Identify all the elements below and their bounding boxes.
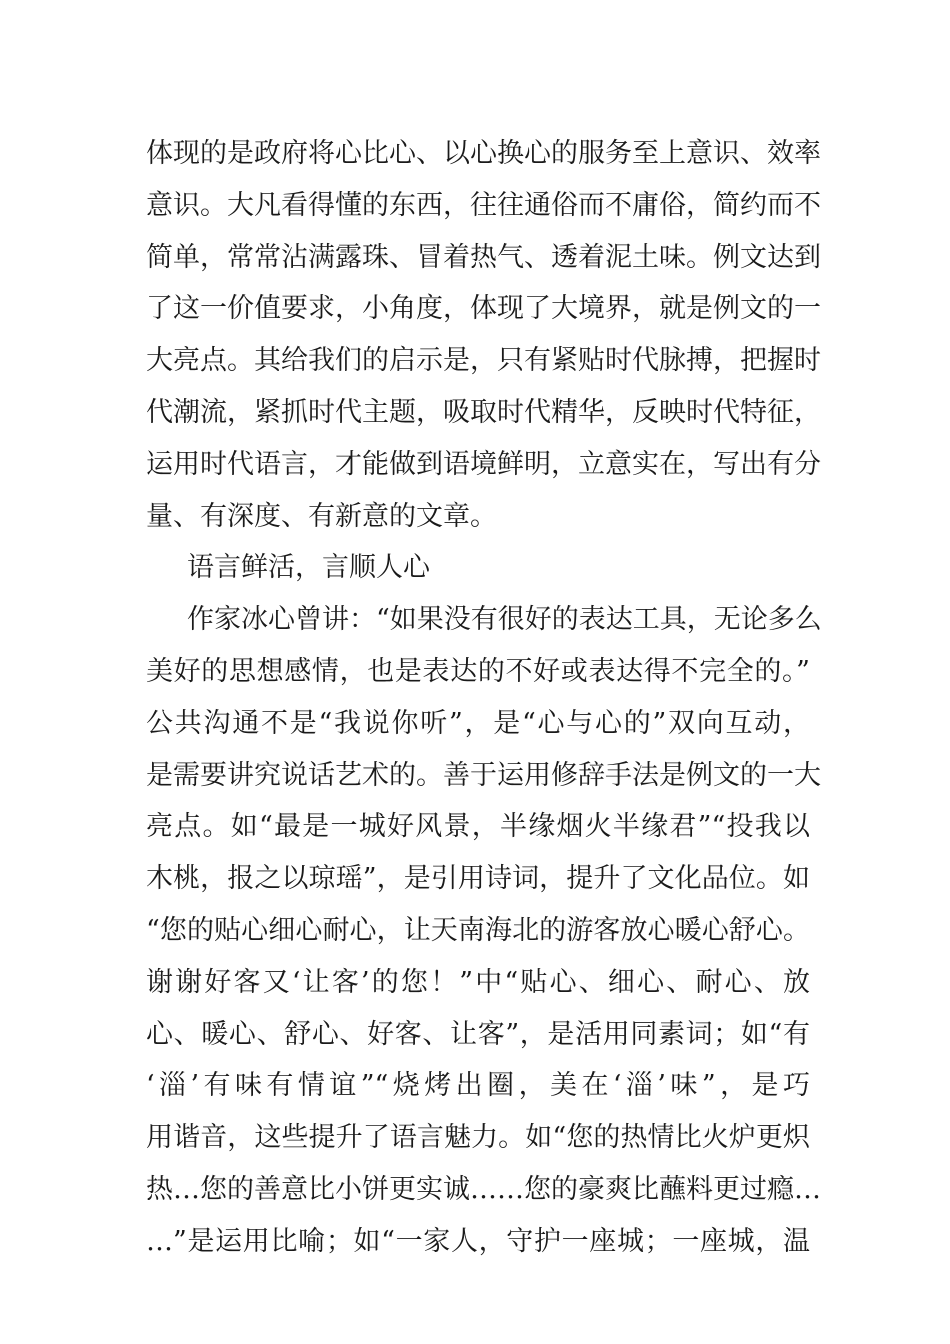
paragraph-line: 美好的思想感情，也是表达的不好或表达得不完全的。”: [146, 655, 810, 687]
section-heading: 语言鲜活，言顺人心: [187, 552, 430, 584]
paragraph-line: 运用时代语言，才能做到语境鲜明，立意实在，写出有分: [146, 448, 821, 480]
paragraph-line: ‘淄’有味有情谊”“烧烤出圈，美在‘淄’味”，是巧: [146, 1070, 810, 1102]
paragraph-line: 谢谢好客又‘让客’的您！”中“贴心、细心、耐心、放: [146, 966, 810, 998]
paragraph-line: 简单，常常沾满露珠、冒着热气、透着泥土味。例文达到: [146, 241, 821, 273]
paragraph-line: 代潮流，紧抓时代主题，吸取时代精华，反映时代特征，: [146, 396, 821, 428]
paragraph-line: 木桃，报之以琼瑶”，是引用诗词，提升了文化品位。如: [146, 863, 810, 895]
paragraph-rhetoric: [146, 594, 822, 1267]
paragraph-line: 体现的是政府将心比心、以心换心的服务至上意识、效率: [146, 138, 821, 169]
paragraph-line: …”是运用比喻；如“一家人，守护一座城；一座城，温: [146, 1225, 810, 1257]
paragraph-line: “您的贴心细心耐心，让天南海北的游客放心暖心舒心。: [146, 914, 810, 946]
paragraph-line: 亮点。如“最是一城好风景，半缘烟火半缘君”“投我以: [146, 811, 810, 843]
paragraph-line: 了这一价值要求，小角度，体现了大境界，就是例文的一: [146, 293, 821, 325]
paragraph-service-awareness: [146, 128, 821, 542]
paragraph-line: 用谐音，这些提升了语言魅力。如“您的热情比火炉更炽: [146, 1122, 810, 1154]
paragraph-line: 意识。大凡看得懂的东西，往往通俗而不庸俗，简约而不: [146, 189, 821, 221]
paragraph-line: 公共沟通不是“我说你听”，是“心与心的”双向互动，: [146, 707, 810, 739]
paragraph-line: 热…您的善意比小饼更实诚……您的豪爽比蘸料更过瘾…: [146, 1173, 821, 1205]
paragraph-line: 大亮点。其给我们的启示是，只有紧贴时代脉搏，把握时: [146, 345, 821, 377]
document-body: [146, 128, 822, 1268]
paragraph-line: 作家冰心曾讲：“如果没有很好的表达工具，无论多么: [187, 604, 822, 636]
paragraph-line: 是需要讲究说话艺术的。善于运用修辞手法是例文的一大: [146, 759, 821, 791]
paragraph-line: 心、暖心、舒心、好客、让客”，是活用同素词；如“有: [146, 1018, 810, 1050]
paragraph-line: 量、有深度、有新意的文章。: [146, 500, 497, 532]
